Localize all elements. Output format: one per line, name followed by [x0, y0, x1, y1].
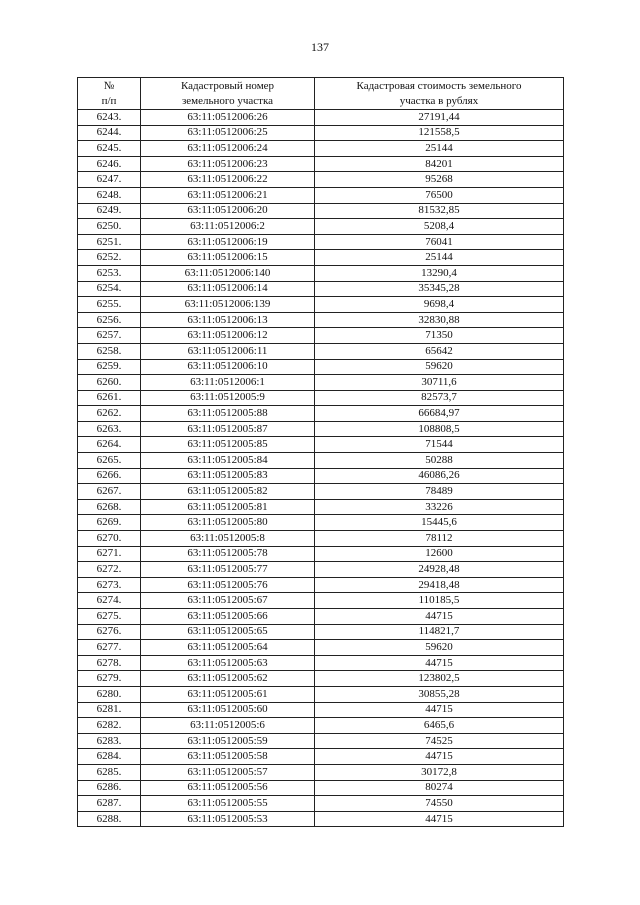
cadastral-number-cell: 63:11:0512005:56	[141, 780, 315, 796]
cadastral-value-cell: 71350	[315, 328, 564, 344]
cadastral-value-cell: 44715	[315, 609, 564, 625]
table-row	[78, 764, 564, 780]
table-row	[78, 110, 564, 126]
table-row	[78, 219, 564, 235]
cadastral-value-cell: 76500	[315, 187, 564, 203]
row-number-cell: 6266.	[78, 468, 141, 484]
cadastral-value-cell: 30172,8	[315, 764, 564, 780]
table-row	[78, 343, 564, 359]
cadastral-value-cell: 25144	[315, 250, 564, 266]
cadastral-number-cell: 63:11:0512005:81	[141, 499, 315, 515]
cadastral-number-cell: 63:11:0512006:24	[141, 141, 315, 157]
cadastral-number-cell: 63:11:0512005:76	[141, 577, 315, 593]
cadastral-value-cell: 44715	[315, 655, 564, 671]
cadastral-number-cell: 63:11:0512006:22	[141, 172, 315, 188]
cadastral-number-cell: 63:11:0512005:78	[141, 546, 315, 562]
cadastral-number-cell: 63:11:0512005:59	[141, 733, 315, 749]
header-number	[78, 78, 141, 110]
table-row	[78, 655, 564, 671]
row-number-cell: 6250.	[78, 219, 141, 235]
cadastral-number-cell: 63:11:0512005:62	[141, 671, 315, 687]
cadastral-number-cell: 63:11:0512005:8	[141, 531, 315, 547]
cadastral-number-cell: 63:11:0512005:67	[141, 593, 315, 609]
row-number-cell: 6243.	[78, 110, 141, 126]
table-row	[78, 265, 564, 281]
row-number-cell: 6284.	[78, 749, 141, 765]
row-number-cell: 6273.	[78, 577, 141, 593]
header-cadastral-line2: земельного участка	[181, 94, 274, 107]
table-row	[78, 437, 564, 453]
cadastral-value-cell: 24928,48	[315, 562, 564, 578]
cadastral-value-cell: 5208,4	[315, 219, 564, 235]
table-row	[78, 250, 564, 266]
table-row	[78, 141, 564, 157]
cadastral-value-cell: 80274	[315, 780, 564, 796]
row-number-cell: 6252.	[78, 250, 141, 266]
table-row	[78, 421, 564, 437]
cadastral-value-cell: 44715	[315, 811, 564, 827]
table-row	[78, 156, 564, 172]
row-number-cell: 6259.	[78, 359, 141, 375]
cadastral-number-cell: 63:11:0512006:21	[141, 187, 315, 203]
cadastral-value-cell: 74550	[315, 796, 564, 812]
cadastral-value-cell: 65642	[315, 343, 564, 359]
cadastral-value-cell: 46086,26	[315, 468, 564, 484]
row-number-cell: 6287.	[78, 796, 141, 812]
row-number-cell: 6267.	[78, 484, 141, 500]
cadastral-number-cell: 63:11:0512006:14	[141, 281, 315, 297]
table-row	[78, 468, 564, 484]
table-row	[78, 328, 564, 344]
table-row	[78, 375, 564, 391]
row-number-cell: 6275.	[78, 609, 141, 625]
cadastral-value-cell: 35345,28	[315, 281, 564, 297]
cadastral-number-cell: 63:11:0512005:9	[141, 390, 315, 406]
cadastral-number-cell: 63:11:0512005:77	[141, 562, 315, 578]
cadastral-number-cell: 63:11:0512005:80	[141, 515, 315, 531]
cadastral-value-table	[77, 77, 564, 827]
table-row	[78, 125, 564, 141]
cadastral-number-cell: 63:11:0512005:64	[141, 640, 315, 656]
table-row	[78, 718, 564, 734]
row-number-cell: 6268.	[78, 499, 141, 515]
row-number-cell: 6265.	[78, 453, 141, 469]
row-number-cell: 6258.	[78, 343, 141, 359]
row-number-cell: 6257.	[78, 328, 141, 344]
cadastral-number-cell: 63:11:0512006:25	[141, 125, 315, 141]
row-number-cell: 6260.	[78, 375, 141, 391]
header-cadastral-line1: Кадастровый номер	[180, 79, 275, 92]
row-number-cell: 6271.	[78, 546, 141, 562]
cadastral-number-cell: 63:11:0512006:2	[141, 219, 315, 235]
row-number-cell: 6285.	[78, 764, 141, 780]
cadastral-number-cell: 63:11:0512006:1	[141, 375, 315, 391]
row-number-cell: 6277.	[78, 640, 141, 656]
table-row	[78, 203, 564, 219]
cadastral-number-cell: 63:11:0512006:13	[141, 312, 315, 328]
table-row	[78, 390, 564, 406]
table-row	[78, 562, 564, 578]
cadastral-value-cell: 30855,28	[315, 686, 564, 702]
header-number-line1: №	[103, 79, 115, 92]
table-row	[78, 640, 564, 656]
table-row	[78, 359, 564, 375]
cadastral-number-cell: 63:11:0512006:10	[141, 359, 315, 375]
cadastral-number-cell: 63:11:0512005:66	[141, 609, 315, 625]
page-number: 137	[311, 40, 329, 54]
cadastral-value-cell: 84201	[315, 156, 564, 172]
table-header	[78, 78, 564, 110]
row-number-cell: 6254.	[78, 281, 141, 297]
header-value-line2: участка в рублях	[399, 94, 479, 107]
row-number-cell: 6261.	[78, 390, 141, 406]
cadastral-number-cell: 63:11:0512005:88	[141, 406, 315, 422]
row-number-cell: 6255.	[78, 297, 141, 313]
cadastral-number-cell: 63:11:0512005:63	[141, 655, 315, 671]
row-number-cell: 6278.	[78, 655, 141, 671]
cadastral-value-cell: 27191,44	[315, 110, 564, 126]
row-number-cell: 6256.	[78, 312, 141, 328]
table-row	[78, 187, 564, 203]
row-number-cell: 6274.	[78, 593, 141, 609]
table-row	[78, 702, 564, 718]
cadastral-number-cell: 63:11:0512005:85	[141, 437, 315, 453]
row-number-cell: 6249.	[78, 203, 141, 219]
header-cadastral-number	[141, 78, 315, 110]
header-value-line1: Кадастровая стоимость земельного	[356, 79, 522, 92]
table-row	[78, 172, 564, 188]
cadastral-number-cell: 63:11:0512006:20	[141, 203, 315, 219]
cadastral-value-cell: 32830,88	[315, 312, 564, 328]
row-number-cell: 6288.	[78, 811, 141, 827]
row-number-cell: 6246.	[78, 156, 141, 172]
table-row	[78, 484, 564, 500]
table-row	[78, 811, 564, 827]
cadastral-number-cell: 63:11:0512005:65	[141, 624, 315, 640]
cadastral-number-cell: 63:11:0512005:60	[141, 702, 315, 718]
row-number-cell: 6247.	[78, 172, 141, 188]
cadastral-value-cell: 123802,5	[315, 671, 564, 687]
header-number-line2: п/п	[101, 94, 117, 107]
cadastral-number-cell: 63:11:0512005:6	[141, 718, 315, 734]
cadastral-value-cell: 114821,7	[315, 624, 564, 640]
row-number-cell: 6276.	[78, 624, 141, 640]
row-number-cell: 6270.	[78, 531, 141, 547]
row-number-cell: 6264.	[78, 437, 141, 453]
cadastral-value-cell: 59620	[315, 640, 564, 656]
table-row	[78, 499, 564, 515]
cadastral-number-cell: 63:11:0512005:53	[141, 811, 315, 827]
row-number-cell: 6269.	[78, 515, 141, 531]
cadastral-value-cell: 33226	[315, 499, 564, 515]
cadastral-value-cell: 121558,5	[315, 125, 564, 141]
row-number-cell: 6245.	[78, 141, 141, 157]
cadastral-value-cell: 44715	[315, 702, 564, 718]
row-number-cell: 6253.	[78, 265, 141, 281]
table-row	[78, 531, 564, 547]
cadastral-value-cell: 30711,6	[315, 375, 564, 391]
cadastral-value-cell: 12600	[315, 546, 564, 562]
cadastral-value-cell: 82573,7	[315, 390, 564, 406]
row-number-cell: 6251.	[78, 234, 141, 250]
cadastral-value-cell: 59620	[315, 359, 564, 375]
table-row	[78, 312, 564, 328]
table-row	[78, 671, 564, 687]
table-row	[78, 577, 564, 593]
cadastral-number-cell: 63:11:0512006:140	[141, 265, 315, 281]
table-row	[78, 281, 564, 297]
cadastral-value-cell: 76041	[315, 234, 564, 250]
table-row	[78, 749, 564, 765]
table-body	[78, 110, 564, 827]
cadastral-number-cell: 63:11:0512006:23	[141, 156, 315, 172]
cadastral-number-cell: 63:11:0512005:61	[141, 686, 315, 702]
cadastral-value-cell: 95268	[315, 172, 564, 188]
cadastral-value-cell: 50288	[315, 453, 564, 469]
cadastral-number-cell: 63:11:0512006:11	[141, 343, 315, 359]
table-row	[78, 297, 564, 313]
row-number-cell: 6280.	[78, 686, 141, 702]
cadastral-number-cell: 63:11:0512005:55	[141, 796, 315, 812]
cadastral-number-cell: 63:11:0512005:57	[141, 764, 315, 780]
cadastral-number-cell: 63:11:0512005:87	[141, 421, 315, 437]
cadastral-value-cell: 9698,4	[315, 297, 564, 313]
cadastral-value-cell: 74525	[315, 733, 564, 749]
cadastral-value-cell: 78489	[315, 484, 564, 500]
cadastral-value-cell: 15445,6	[315, 515, 564, 531]
cadastral-value-cell: 71544	[315, 437, 564, 453]
cadastral-number-cell: 63:11:0512005:82	[141, 484, 315, 500]
row-number-cell: 6279.	[78, 671, 141, 687]
row-number-cell: 6282.	[78, 718, 141, 734]
row-number-cell: 6263.	[78, 421, 141, 437]
row-number-cell: 6262.	[78, 406, 141, 422]
table-row	[78, 780, 564, 796]
cadastral-value-cell: 6465,6	[315, 718, 564, 734]
cadastral-value-cell: 25144	[315, 141, 564, 157]
table-row	[78, 515, 564, 531]
table-row	[78, 686, 564, 702]
cadastral-number-cell: 63:11:0512005:83	[141, 468, 315, 484]
cadastral-number-cell: 63:11:0512005:58	[141, 749, 315, 765]
table-row	[78, 796, 564, 812]
cadastral-number-cell: 63:11:0512006:12	[141, 328, 315, 344]
table-row	[78, 453, 564, 469]
cadastral-value-cell: 110185,5	[315, 593, 564, 609]
cadastral-value-cell: 66684,97	[315, 406, 564, 422]
cadastral-value-cell: 44715	[315, 749, 564, 765]
row-number-cell: 6272.	[78, 562, 141, 578]
table-row	[78, 546, 564, 562]
header-row	[78, 78, 564, 110]
table-row	[78, 234, 564, 250]
row-number-cell: 6281.	[78, 702, 141, 718]
cadastral-number-cell: 63:11:0512006:15	[141, 250, 315, 266]
table-row	[78, 406, 564, 422]
cadastral-number-cell: 63:11:0512006:26	[141, 110, 315, 126]
cadastral-value-cell: 108808,5	[315, 421, 564, 437]
row-number-cell: 6283.	[78, 733, 141, 749]
cadastral-number-cell: 63:11:0512006:19	[141, 234, 315, 250]
cadastral-value-cell: 13290,4	[315, 265, 564, 281]
table-row	[78, 593, 564, 609]
header-cadastral-value	[315, 78, 564, 110]
row-number-cell: 6244.	[78, 125, 141, 141]
cadastral-number-cell: 63:11:0512005:84	[141, 453, 315, 469]
row-number-cell: 6286.	[78, 780, 141, 796]
table-row	[78, 733, 564, 749]
cadastral-number-cell: 63:11:0512006:139	[141, 297, 315, 313]
table-row	[78, 609, 564, 625]
cadastral-value-cell: 81532,85	[315, 203, 564, 219]
table-row	[78, 624, 564, 640]
cadastral-value-cell: 29418,48	[315, 577, 564, 593]
row-number-cell: 6248.	[78, 187, 141, 203]
cadastral-value-cell: 78112	[315, 531, 564, 547]
